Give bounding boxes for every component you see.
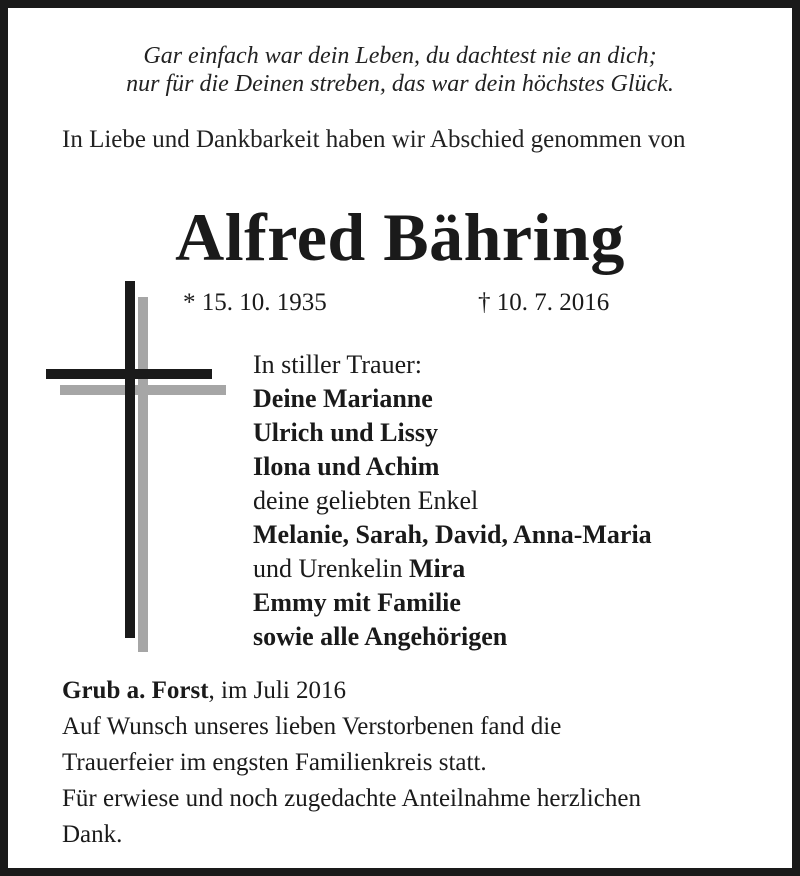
poem-line-2: nur für die Deinen streben, das war dein höchstes Glück. [126, 71, 674, 97]
footer-text [62, 673, 762, 853]
great-grandchild-line [253, 552, 652, 586]
footer-line-4: Für erwiese und noch zugedachte Anteilnahme herzlichen [62, 785, 641, 812]
footer-line-3: Trauerfeier im engsten Familienkreis statt. [62, 749, 487, 776]
mourner-relatives: sowie alle Angehörigen [253, 622, 508, 651]
mourner-family-1: Ulrich und Lissy [253, 418, 438, 447]
grandchildren-names: Melanie, Sarah, David, Anna-Maria [253, 520, 652, 549]
mourners-heading: In stiller Trauer: [253, 350, 422, 379]
footer-place-line [62, 673, 762, 709]
footer-line-5: Dank. [62, 821, 123, 848]
intro-text: In Liebe und Dankbarkeit haben wir Abschied genommen von [62, 126, 686, 153]
grandchildren-label: deine geliebten Enkel [253, 486, 479, 515]
footer-line-2: Auf Wunsch unseres lieben Verstorbenen fand die [62, 713, 562, 740]
deceased-name: Alfred Bähring [175, 199, 625, 275]
cross-shadow-horizontal [60, 385, 226, 395]
mourner-family-3: Emmy mit Familie [253, 588, 461, 617]
death-date: † 10. 7. 2016 [478, 289, 610, 316]
cross-shadow-vertical [138, 297, 148, 652]
birth-date: * 15. 10. 1935 [183, 289, 327, 316]
great-grandchild-label: und Urenkelin [253, 554, 403, 583]
poem [28, 42, 772, 98]
mourner-family-2: Ilona und Achim [253, 452, 440, 481]
mourners-list [253, 348, 652, 654]
mourner-spouse: Deine Marianne [253, 384, 433, 413]
place-name: Grub a. Forst [62, 677, 209, 704]
great-grandchild-name: Mira [408, 554, 466, 583]
poem-line-1: Gar einfach war dein Leben, du dachtest nie an dich; [143, 43, 657, 69]
cross-vertical [125, 281, 135, 638]
place-date: , im Juli 2016 [208, 677, 347, 704]
cross-horizontal [46, 369, 212, 379]
